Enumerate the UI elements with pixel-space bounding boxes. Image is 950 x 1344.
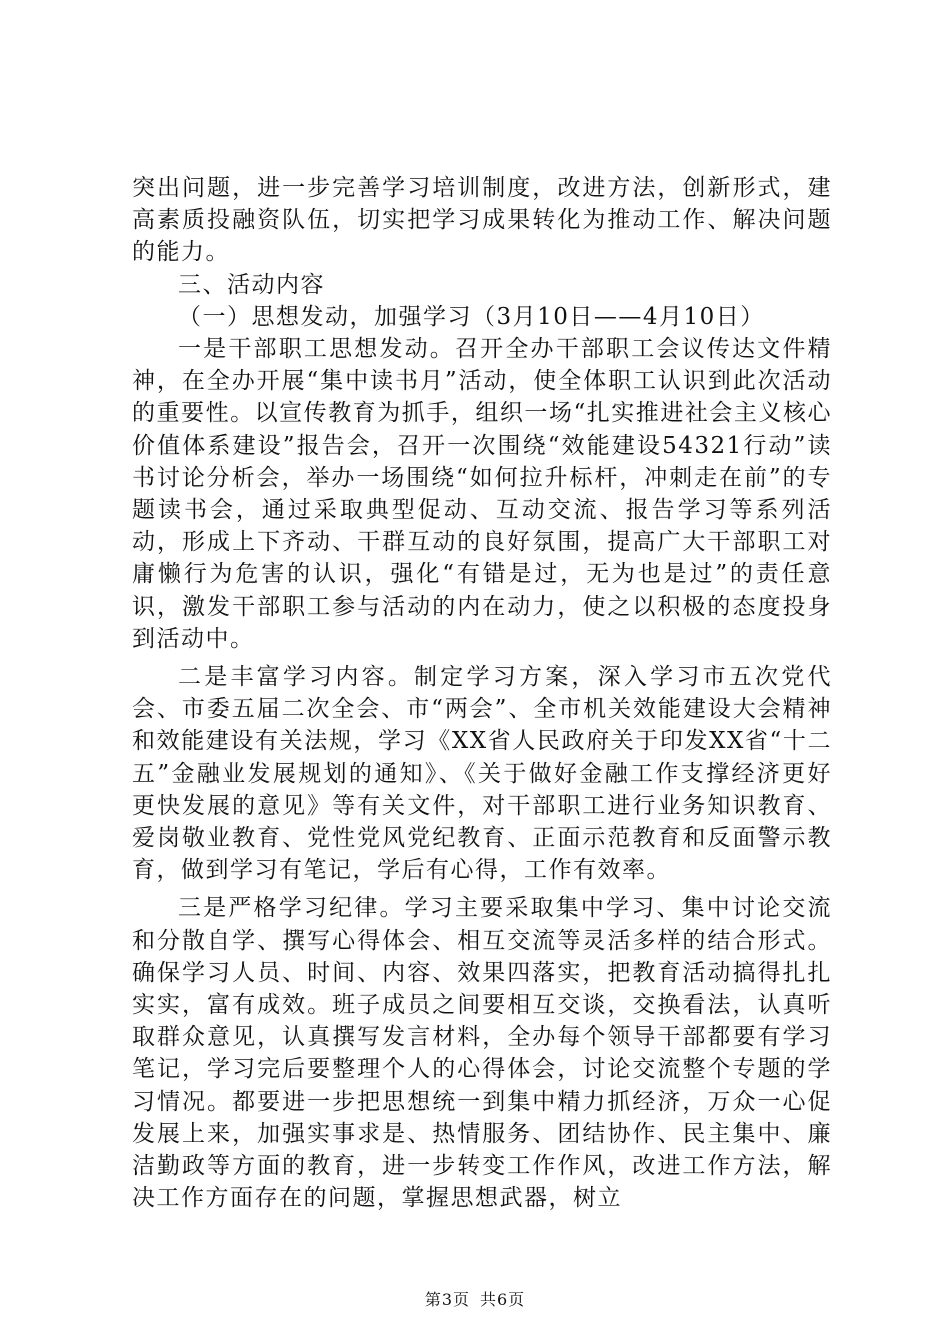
document-body: [132, 172, 832, 1215]
paragraph-study-content: 二是丰富学习内容。制定学习方案，深入学习市五次党代会、市委五届二次全会、市“两会”、全市机关效能建设大会精神和效能建设有关法规，学习《XX省人民政府关于印发XX省“十二五”金融业发展规划的通知》、《关于做好金融工作支撑经济更好更快发展的意见》等有关文件，对干部职工进行业务知识教育、爱岗敬业教育、党性党风党纪教育、正面示范教育和反面警示教育，做到学习有笔记，学后有心得，工作有效率。: [132, 664, 832, 884]
page-number-current: 第3页: [424, 1290, 470, 1309]
page-footer: [0, 1290, 950, 1310]
section-heading: 三、活动内容: [178, 271, 325, 298]
paragraph-continuation: 突出问题，进一步完善学习培训制度，改进方法，创新形式，建高素质投融资队伍，切实把学习成果转化为推动工作、解决问题的能力。: [132, 175, 832, 266]
paragraph-mobilization: 一是干部职工思想发动。召开全办干部职工会议传达文件精神，在全办开展“集中读书月”活动，使全体职工认识到此次活动的重要性。以宣传教育为抓手，组织一场“扎实推进社会主义核心价值体系建设”报告会，召开一次围绕“效能建设54321行动”读书讨论分析会，举办一场围绕“如何拉升标杆，冲刺走在前”的专题读书会，通过采取典型促动、互动交流、报告学习等系列活动，形成上下齐动、干群互动的良好氛围，提高广大干部职工对庸懒行为危害的认识，强化“有错是过，无为也是过”的责任意识，激发干部职工参与活动的内在动力，使之以积极的态度投身到活动中。: [132, 336, 832, 652]
subsection-heading: （一）思想发动，加强学习（3月10日——4月10日）: [178, 303, 765, 330]
paragraph-study-discipline: 三是严格学习纪律。学习主要采取集中学习、集中讨论交流和分散自学、撰写心得体会、相互交流等灵活多样的结合形式。确保学习人员、时间、内容、效果四落实，把教育活动搞得扎扎实实，富有成效。班子成员之间要相互交谈，交换看法，认真听取群众意见，认真撰写发言材料，全办每个领导干部都要有学习笔记，学习完后要整理个人的心得体会，讨论交流整个专题的学习情况。都要进一步把思想统一到集中精力抓经济，万众一心促发展上来，加强实事求是、热情服务、团结协作、民主集中、廉洁勤政等方面的教育，进一步转变工作作风，改进工作方法，解决工作方面存在的问题，掌握思想武器，树立: [132, 895, 832, 1212]
page-number-total: 共6页: [480, 1290, 526, 1309]
